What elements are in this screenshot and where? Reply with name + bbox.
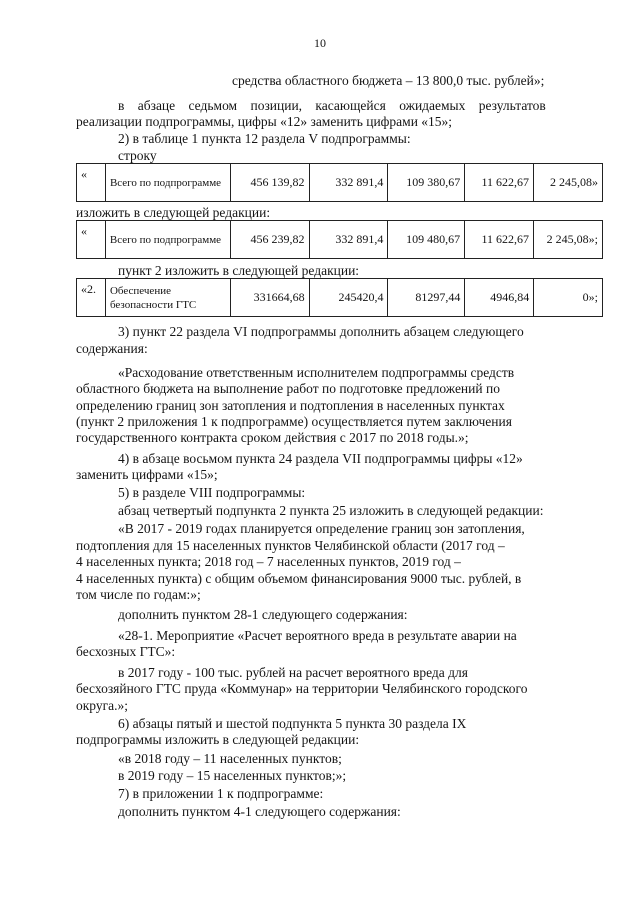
text-line: строку: [118, 148, 157, 163]
text-line: дополнить пунктом 4-1 следующего содержания:: [118, 804, 401, 819]
budget-table-old-row: [76, 163, 603, 202]
text-line: в 2017 году - 100 тыс. рублей на расчет вероятного вреда для: [118, 665, 468, 680]
table-row: [77, 221, 603, 259]
page-number: 10: [314, 36, 326, 50]
text-line: государственного контракта сроком действия с 2017 по 2018 годы.»;: [76, 430, 469, 445]
text-line: «В 2017 - 2019 годах планируется определение границ зон затопления,: [118, 521, 525, 536]
table-cell: 109 380,67: [388, 164, 465, 202]
text-line: 4) в абзаце восьмом пункта 24 раздела VII подпрограммы цифры «12»: [118, 451, 523, 466]
text-line: 4 населенных пункта) с общим объемом финансирования 9000 тыс. рублей, в: [76, 571, 522, 586]
table-cell: 332 891,4: [309, 221, 388, 259]
text-line: «Расходование ответственным исполнителем подпрограммы средств: [118, 365, 515, 380]
text-line: бесхозяйного ГТС пруда «Коммунар» на территории Челябинского городского: [76, 681, 528, 696]
table-cell: 11 622,67: [465, 164, 534, 202]
text-line: в 2019 году – 15 населенных пунктов;»;: [118, 768, 347, 783]
table-cell: Всего по подпрограмме: [105, 164, 230, 202]
text-line: «28-1. Мероприятие «Расчет вероятного вреда в результате аварии на: [118, 628, 517, 643]
table-cell: 245420,4: [309, 279, 388, 317]
table-row: [77, 164, 603, 202]
table-cell: Всего по подпрограмме: [105, 221, 230, 259]
text-line: бесхозных ГТС»:: [76, 644, 176, 659]
text-line: 4 населенных пункта; 2018 год – 7 населенных пунктов, 2019 год –: [76, 554, 461, 569]
text-line: средства областного бюджета – 13 800,0 тыс. рублей»;: [232, 73, 545, 88]
text-line: изложить в следующей редакции:: [76, 205, 271, 220]
table-cell: 81297,44: [388, 279, 465, 317]
text-line: 3) пункт 22 раздела VI подпрограммы дополнить абзацем следующего: [118, 324, 524, 339]
text-line: 7) в приложении 1 к подпрограмме:: [118, 786, 324, 801]
text-line: 2) в таблице 1 пункта 12 раздела V подпрограммы:: [118, 131, 411, 146]
text-line: (пункт 2 приложения 1 к подпрограмме) осуществляется путем заключения: [76, 414, 512, 429]
text-line: «в 2018 году – 11 населенных пунктов;: [118, 751, 342, 766]
table-cell: 4946,84: [465, 279, 534, 317]
text-line: определению границ зон затопления и подтопления в населенных пунктах: [76, 398, 505, 413]
text-line: абзац четвертый подпункта 2 пункта 25 изложить в следующей редакции:: [118, 503, 544, 518]
table-cell: «: [77, 221, 106, 259]
text-line: округа.»;: [76, 698, 129, 713]
table-cell: «2.: [77, 279, 106, 317]
text-line: областного бюджета на выполнение работ по подготовке предложений по: [76, 381, 500, 396]
table-cell: 0»;: [534, 279, 603, 317]
text-line: дополнить пунктом 28-1 следующего содержания:: [118, 607, 408, 622]
table-cell: 109 480,67: [388, 221, 465, 259]
text-line: 6) абзацы пятый и шестой подпункта 5 пункта 30 раздела IX: [118, 716, 467, 731]
table-row: [77, 279, 603, 317]
table-cell: 332 891,4: [309, 164, 388, 202]
budget-table-new-row: [76, 220, 603, 259]
text-line: пункт 2 изложить в следующей редакции:: [118, 263, 360, 278]
text-line: содержания:: [76, 341, 148, 356]
table-cell: 331664,68: [230, 279, 309, 317]
table-cell: Обеспечение безопасности ГТС: [105, 279, 230, 317]
table-cell: 456 139,82: [230, 164, 309, 202]
table-cell: 456 239,82: [230, 221, 309, 259]
table-cell: «: [77, 164, 106, 202]
table-cell: 2 245,08»: [534, 164, 603, 202]
budget-table-item-2: [76, 278, 603, 317]
text-line: реализации подпрограммы, цифры «12» заменить цифрами «15»;: [76, 114, 453, 129]
table-cell: 11 622,67: [465, 221, 534, 259]
text-line: заменить цифрами «15»;: [76, 467, 218, 482]
text-line: том числе по годам:»;: [76, 587, 201, 602]
text-line: в абзаце седьмом позиции, касающейся ожидаемых результатов: [118, 98, 546, 113]
text-line: подпрограммы изложить в следующей редакции:: [76, 732, 360, 747]
table-cell: 2 245,08»;: [534, 221, 603, 259]
text-line: подтопления для 15 населенных пунктов Челябинской области (2017 год –: [76, 538, 505, 553]
text-line: 5) в разделе VIII подпрограммы:: [118, 485, 306, 500]
